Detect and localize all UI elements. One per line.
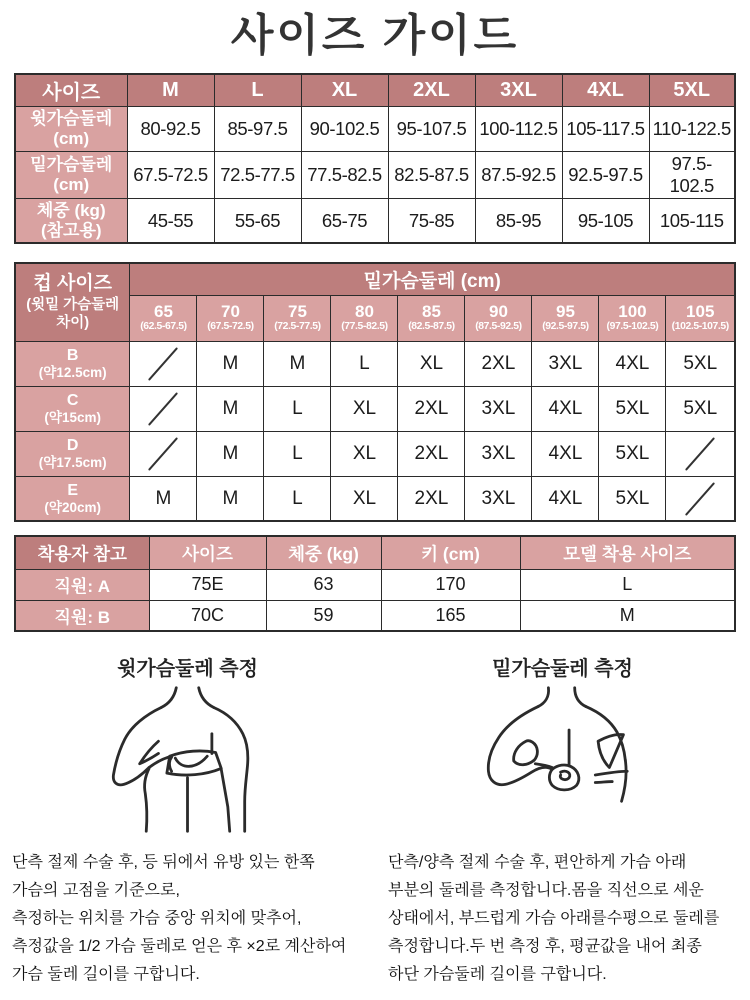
table-cell: 3XL (465, 431, 532, 476)
table-cell: 92.5-97.5 (562, 151, 649, 198)
column-size: 75 (287, 301, 307, 321)
slash-icon (134, 344, 192, 384)
cup-size-corner-header (15, 263, 130, 341)
table-cell: 80-92.5 (127, 106, 214, 151)
table-row (15, 569, 735, 600)
row-header (15, 431, 130, 476)
cup-diff: (약12.5cm) (38, 365, 107, 381)
column-size: 80 (354, 301, 374, 321)
slash-icon (134, 389, 192, 429)
column-header: 사이즈 (149, 536, 266, 569)
column-header (331, 295, 398, 341)
row-header: 윗가슴둘레 (cm) (15, 106, 127, 151)
table-cell: 2XL (398, 476, 465, 521)
row-header: 밑가슴둘레 (cm) (15, 151, 127, 198)
upper-bust-caption: 윗가슴둘레 측정 (117, 658, 258, 681)
size-table (14, 73, 736, 245)
measurement-section (0, 652, 750, 835)
table-row (15, 431, 735, 476)
column-header (264, 295, 331, 341)
row-header (15, 476, 130, 521)
column-header: M (127, 74, 214, 107)
cup-size-table (14, 262, 736, 522)
column-range: (102.5-107.5) (671, 321, 729, 333)
table-cell: M (197, 476, 264, 521)
table-cell: 105-115 (649, 198, 735, 243)
column-range: (67.5-72.5) (207, 321, 254, 333)
column-header: 사이즈 (15, 74, 127, 107)
table-cell: 105-117.5 (562, 106, 649, 151)
column-header: 3XL (475, 74, 562, 107)
column-size: 70 (220, 301, 240, 321)
table-cell: 5XL (666, 386, 735, 431)
table-cell: 2XL (398, 431, 465, 476)
table-cell: XL (331, 386, 398, 431)
column-header: 5XL (649, 74, 735, 107)
measurement-descriptions (0, 849, 750, 989)
table-cell-slash (130, 431, 197, 476)
upper-bust-measure-block (0, 652, 375, 835)
column-header: 체중 (kg) (266, 536, 381, 569)
table-cell: 65-75 (301, 198, 388, 243)
column-size: 90 (488, 301, 508, 321)
table-row (15, 600, 735, 631)
row-header: 직원: A (15, 569, 149, 600)
table-cell: 4XL (532, 476, 599, 521)
table-cell: 4XL (532, 431, 599, 476)
column-range: (87.5-92.5) (475, 321, 522, 333)
table-cell: 77.5-82.5 (301, 151, 388, 198)
table-cell: M (197, 386, 264, 431)
column-header: XL (301, 74, 388, 107)
table-cell: 2XL (465, 341, 532, 386)
table-cell: 45-55 (127, 198, 214, 243)
table-cell: XL (331, 431, 398, 476)
table-cell: 85-97.5 (214, 106, 301, 151)
page-title: 사이즈 가이드 (230, 11, 520, 60)
column-range: (92.5-97.5) (542, 321, 589, 333)
table-cell: 5XL (599, 431, 666, 476)
row-header (15, 386, 130, 431)
table-cell: 3XL (465, 386, 532, 431)
slash-icon (671, 479, 729, 519)
table-row (15, 341, 735, 386)
table-cell: 2XL (398, 386, 465, 431)
table-cell: 82.5-87.5 (388, 151, 475, 198)
table-cell: 4XL (532, 386, 599, 431)
column-size: 65 (153, 301, 173, 321)
column-size: 105 (686, 301, 715, 321)
cup-letter: E (67, 481, 79, 499)
table-cell: 110-122.5 (649, 106, 735, 151)
under-bust-figure-icon (460, 685, 665, 835)
table-cell: 75-85 (388, 198, 475, 243)
table-cell: 5XL (599, 476, 666, 521)
table-cell: 3XL (532, 341, 599, 386)
column-range: (62.5-67.5) (140, 321, 187, 333)
table-cell: 67.5-72.5 (127, 151, 214, 198)
table-cell-slash (130, 341, 197, 386)
table-row (15, 106, 735, 151)
table-cell: 90-102.5 (301, 106, 388, 151)
column-range: (82.5-87.5) (408, 321, 455, 333)
table-cell: 95-105 (562, 198, 649, 243)
table-cell-slash (666, 476, 735, 521)
cup-diff: (약15cm) (44, 410, 101, 426)
table-cell: 55-65 (214, 198, 301, 243)
table-cell: 4XL (599, 341, 666, 386)
column-header: 모델 착용 사이즈 (520, 536, 735, 569)
table-cell: L (264, 386, 331, 431)
upper-bust-figure-icon (85, 685, 290, 835)
column-size: 85 (421, 301, 441, 321)
column-header: 착용자 참고 (15, 536, 149, 569)
table-row (15, 74, 735, 107)
table-cell: M (130, 476, 197, 521)
table-cell-slash (666, 431, 735, 476)
table-row (15, 476, 735, 521)
column-header: 키 (cm) (381, 536, 520, 569)
table-cell: 95-107.5 (388, 106, 475, 151)
row-header: 체중 (kg) (참고용) (15, 198, 127, 243)
table-cell: L (264, 476, 331, 521)
cup-letter: C (66, 391, 79, 409)
column-size: 95 (555, 301, 575, 321)
table-cell: 59 (266, 600, 381, 631)
table-row (15, 263, 735, 295)
under-bust-caption: 밑가슴둘레 측정 (492, 658, 633, 681)
table-cell: M (520, 600, 735, 631)
cup-diff: (약20cm) (44, 499, 101, 515)
table-cell: 170 (381, 569, 520, 600)
cup-letter: D (66, 436, 79, 454)
table-cell: 3XL (465, 476, 532, 521)
table-cell: 63 (266, 569, 381, 600)
column-range: (72.5-77.5) (274, 321, 321, 333)
table-cell: 5XL (666, 341, 735, 386)
table-cell: 70C (149, 600, 266, 631)
under-bust-description: 단측/양측 절제 수술 후, 편안하게 가슴 아래 부분의 둘레를 측정합니다.몸을 직선으로 세운 상태에서, 부드럽게 가슴 아래를수평으로 둘레를 측정합니다.두 번 측정 후, 평균값을 내어 최종 하단 가슴둘레 길이를 구합니다. (388, 854, 720, 984)
column-header: 2XL (388, 74, 475, 107)
column-header (599, 295, 666, 341)
table-cell: 165 (381, 600, 520, 631)
wearer-reference-table (14, 535, 736, 632)
corner-subtitle: (윗밑 가슴둘레 차이) (26, 297, 120, 332)
upper-bust-description: 단측 절제 수술 후, 등 뒤에서 유방 있는 한쪽 가슴의 고점을 기준으로, 측정하는 위치를 가슴 중앙 위치에 맞추어, 측정값을 1/2 가슴 둘레로 얻은 후 ×2로 계산하여 가슴 둘레 길이를 구합니다. (12, 854, 347, 984)
cup-diff: (약17.5cm) (38, 455, 107, 471)
slash-icon (671, 434, 729, 474)
table-cell: M (197, 431, 264, 476)
table-cell: L (520, 569, 735, 600)
table-row (15, 198, 735, 243)
table-cell: 75E (149, 569, 266, 600)
column-header: L (214, 74, 301, 107)
table-cell: M (264, 341, 331, 386)
table-cell: 100-112.5 (475, 106, 562, 151)
corner-title: 컵 사이즈 (33, 273, 113, 295)
column-header (398, 295, 465, 341)
column-size: 100 (618, 301, 647, 321)
table-cell: XL (398, 341, 465, 386)
table-cell: 5XL (599, 386, 666, 431)
table-row (15, 536, 735, 569)
table-cell: L (264, 431, 331, 476)
table-row (15, 151, 735, 198)
column-header (666, 295, 735, 341)
column-header (465, 295, 532, 341)
column-range: (77.5-82.5) (341, 321, 388, 333)
table-cell: 85-95 (475, 198, 562, 243)
table-cell: M (197, 341, 264, 386)
table-cell: 87.5-92.5 (475, 151, 562, 198)
table-cell: XL (331, 476, 398, 521)
slash-icon (134, 434, 192, 474)
row-header: 직원: B (15, 600, 149, 631)
column-header (130, 295, 197, 341)
column-header: 4XL (562, 74, 649, 107)
cup-letter: B (66, 346, 79, 364)
table-cell: 72.5-77.5 (214, 151, 301, 198)
under-bust-measure-block (375, 652, 750, 835)
underbust-band-header: 밑가슴둘레 (cm) (130, 263, 735, 295)
table-cell: L (331, 341, 398, 386)
table-cell-slash (130, 386, 197, 431)
column-header (197, 295, 264, 341)
column-header (532, 295, 599, 341)
column-range: (97.5-102.5) (606, 321, 659, 333)
table-cell: 97.5-102.5 (649, 151, 735, 198)
table-row (15, 386, 735, 431)
row-header (15, 341, 130, 386)
